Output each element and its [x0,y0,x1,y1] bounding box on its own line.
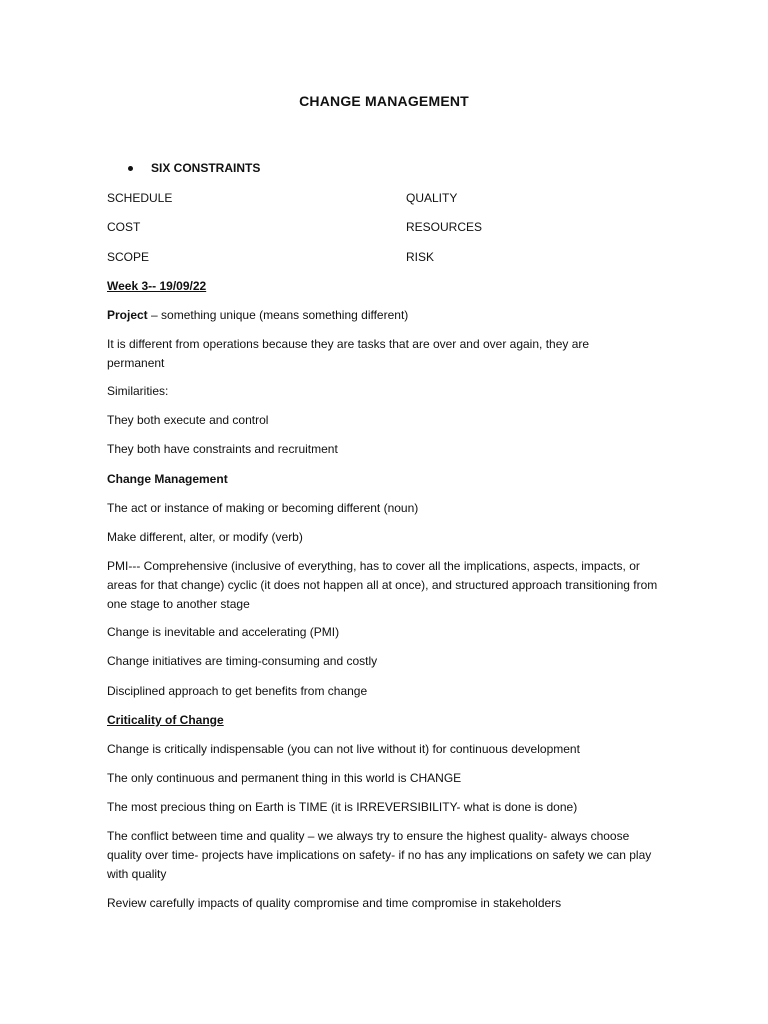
change-management-heading: Change Management [107,472,228,486]
noun-definition: The act or instance of making or becoming different (noun) [107,501,419,515]
operations-paragraph: It is different from operations because they are tasks that are over and over again, they are permanent [107,337,590,370]
constraint-resources: RESOURCES [406,220,483,234]
constraint-cost: COST [107,220,141,234]
constraint-risk: RISK [406,250,435,264]
similarity-2: They both have constraints and recruitment [107,442,338,456]
bullet-six-constraints [128,161,260,175]
page-title: CHANGE MANAGEMENT [299,93,469,109]
only-continuous-line: The only continuous and permanent thing in this world is CHANGE [107,771,462,785]
inevitable-line: Change is inevitable and accelerating (PMI) [107,625,340,639]
pmi-paragraph: PMI--- Comprehensive (inclusive of everything, has to cover all the implications, aspects, impacts, or areas for that change) cyclic (it does not happen all at once), and structured approach transitioning from one stage to another stage [107,559,658,611]
initiatives-line: Change initiatives are timing-consuming and costly [107,654,378,668]
project-def-text: – something unique (means something different) [147,308,409,322]
indispensable-line: Change is critically indispensable (you can not live without it) for continuous development [107,742,580,756]
week-heading: Week 3-- 19/09/22 [107,279,207,293]
project-term: Project [107,308,148,322]
project-definition [107,306,667,325]
constraint-schedule: SCHEDULE [107,191,173,205]
bullet-icon [128,166,133,171]
conflict-paragraph: The conflict between time and quality – we always try to ensure the highest quality- always choose quality over time- projects have implications on safety- if no has any implications on safety we can play with quality [107,829,652,881]
bullet-label: SIX CONSTRAINTS [151,161,261,175]
review-line: Review carefully impacts of quality compromise and time compromise in stakeholders [107,896,562,910]
precious-line: The most precious thing on Earth is TIME (it is IRREVERSIBILITY- what is done is done) [107,800,578,814]
verb-definition: Make different, alter, or modify (verb) [107,530,303,544]
similarities-label: Similarities: [107,384,169,398]
criticality-heading: Criticality of Change [107,713,224,727]
constraint-scope: SCOPE [107,250,150,264]
constraint-quality: QUALITY [406,191,458,205]
disciplined-line: Disciplined approach to get benefits from change [107,684,368,698]
similarity-1: They both execute and control [107,413,269,427]
